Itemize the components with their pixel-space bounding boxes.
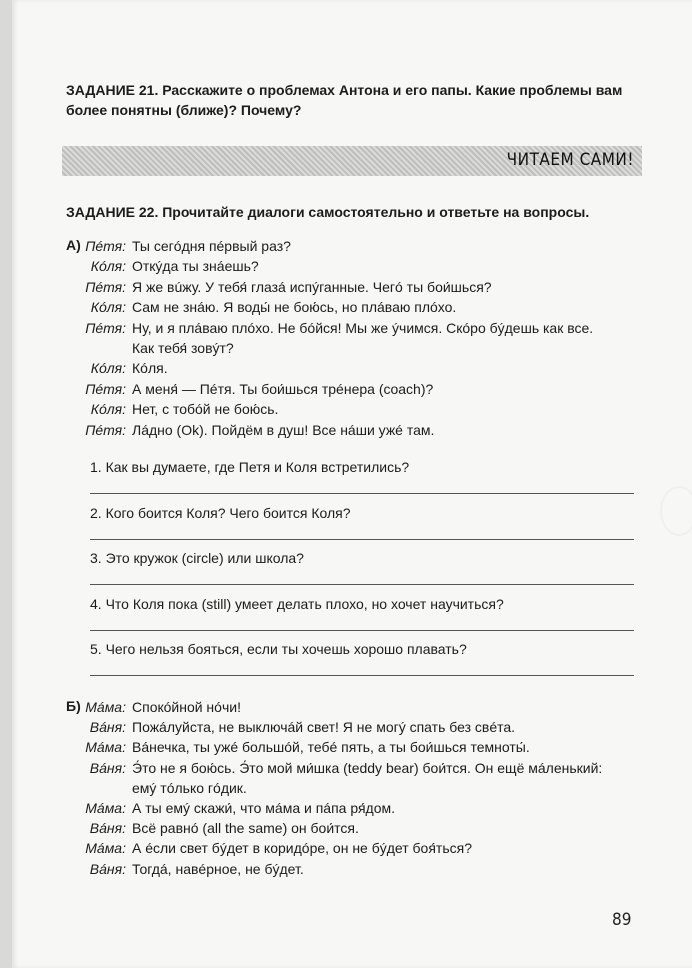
utterance-text: емý тóлько гóдик.	[132, 779, 247, 796]
utterance-text: Кóля.	[132, 360, 168, 377]
utterance-text: Ты сегóдня пéрвый раз?	[132, 238, 291, 254]
utterance-text: Лáдно (Ok). Пойдём в душ! Все нáши ужé там.	[132, 421, 435, 438]
speaker-name: Вáня:	[89, 820, 126, 837]
utterance-text: Э́то не я бою́сь. Э́то мой ми́шка (teddy bear) бои́тся. Он ещё мáленький:	[132, 759, 603, 776]
utterance-text: Ну, и я плáваю плóхо. Не бóйся! Мы же ýчимся. Скóро бýдешь как все.	[132, 319, 594, 336]
utterance-text: Всё равнó (all the same) он бои́тся.	[132, 820, 359, 837]
utterance-text: Спокóйной нóчи!	[132, 699, 241, 715]
speaker-name: Мáма:	[85, 739, 126, 756]
speaker-name: Мáма:	[85, 800, 126, 816]
answer-line[interactable]	[90, 584, 634, 585]
section-banner	[62, 146, 642, 176]
utterance-text: Вáнечка, ты ужé большóй, тебé пять, а ты бои́шься темноты́.	[132, 739, 530, 756]
speaker-name: Пéтя:	[85, 319, 126, 336]
speaker-name: Кóля:	[90, 360, 126, 377]
dialog-a-letter: А)	[66, 237, 81, 253]
question-text: 3. Это кружок (circle) или школа?	[90, 550, 304, 566]
page-edge-stamp	[660, 486, 692, 536]
speaker-name: Кóля:	[90, 258, 126, 275]
speaker-name: Мáма:	[85, 840, 126, 857]
speaker-name: Пéтя:	[85, 421, 126, 438]
banner-label: ЧИТАЕМ САМИ!	[506, 150, 634, 170]
question-text: 2. Кого боится Коля? Чего боится Коля?	[90, 504, 351, 521]
utterance-text: Как тебя́ зовýт?	[132, 340, 234, 356]
utterance-text: Тогдá, навéрное, не бýдет.	[132, 860, 304, 877]
speaker-name: Вáня:	[89, 759, 126, 776]
dialog-b-letter: Б)	[66, 698, 81, 714]
answer-line[interactable]	[90, 675, 634, 676]
speaker-name: Мáма:	[85, 699, 126, 715]
utterance-text: Нет, с тобóй не бою́сь.	[132, 401, 279, 418]
book-page	[12, 0, 692, 968]
answer-line[interactable]	[90, 630, 634, 631]
speaker-name: Вáня:	[89, 719, 126, 736]
utterance-text: А меня́ — Пéтя. Ты бои́шься трéнера (coach)?	[132, 380, 434, 397]
speaker-name: Вáня:	[89, 860, 126, 877]
task-22-heading: ЗАДАНИЕ 22. Прочитайте диалоги самостоятельно и ответьте на вопросы.	[66, 204, 590, 220]
question-text: 1. Как вы думаете, где Петя и Коля встретились?	[90, 459, 410, 475]
speaker-name: Пéтя:	[85, 380, 126, 397]
speaker-name: Кóля:	[90, 299, 126, 316]
task-21-heading: ЗАДАНИЕ 21. Расскажите о проблемах Антона и его папы. Какие проблемы вам более понятны (ближе)? Почему?	[66, 82, 623, 118]
utterance-text: Откýда ты знáешь?	[132, 258, 259, 275]
utterance-text: А ты емý скажи́, что мáма и пáпа ря́дом.	[132, 800, 396, 816]
page-number: 89	[612, 910, 632, 930]
question-text: 4. Что Коля пока (still) умеет делать плохо, но хочет научиться?	[90, 595, 504, 612]
speaker-name: Пéтя:	[85, 278, 126, 295]
answer-line[interactable]	[90, 539, 634, 540]
utterance-text: Пожáлуйста, не выключáй свет! Я не могý спать без свéта.	[132, 719, 516, 736]
utterance-text: А éсли свет бýдет в коридóре, он не бýдет боя́ться?	[132, 840, 472, 857]
utterance-text: Сам не знáю. Я воды́ не бою́сь, но плáваю плóхо.	[132, 299, 457, 316]
utterance-text: Я же вúжу. У тебя́ глазá испýганные. Чегó ты бои́шься?	[132, 278, 492, 295]
answer-line[interactable]	[90, 493, 634, 494]
speaker-name: Пéтя:	[85, 238, 126, 254]
question-text: 5. Чего нельзя бояться, если ты хочешь хорошо плавать?	[90, 641, 467, 657]
speaker-name: Кóля:	[90, 401, 126, 418]
